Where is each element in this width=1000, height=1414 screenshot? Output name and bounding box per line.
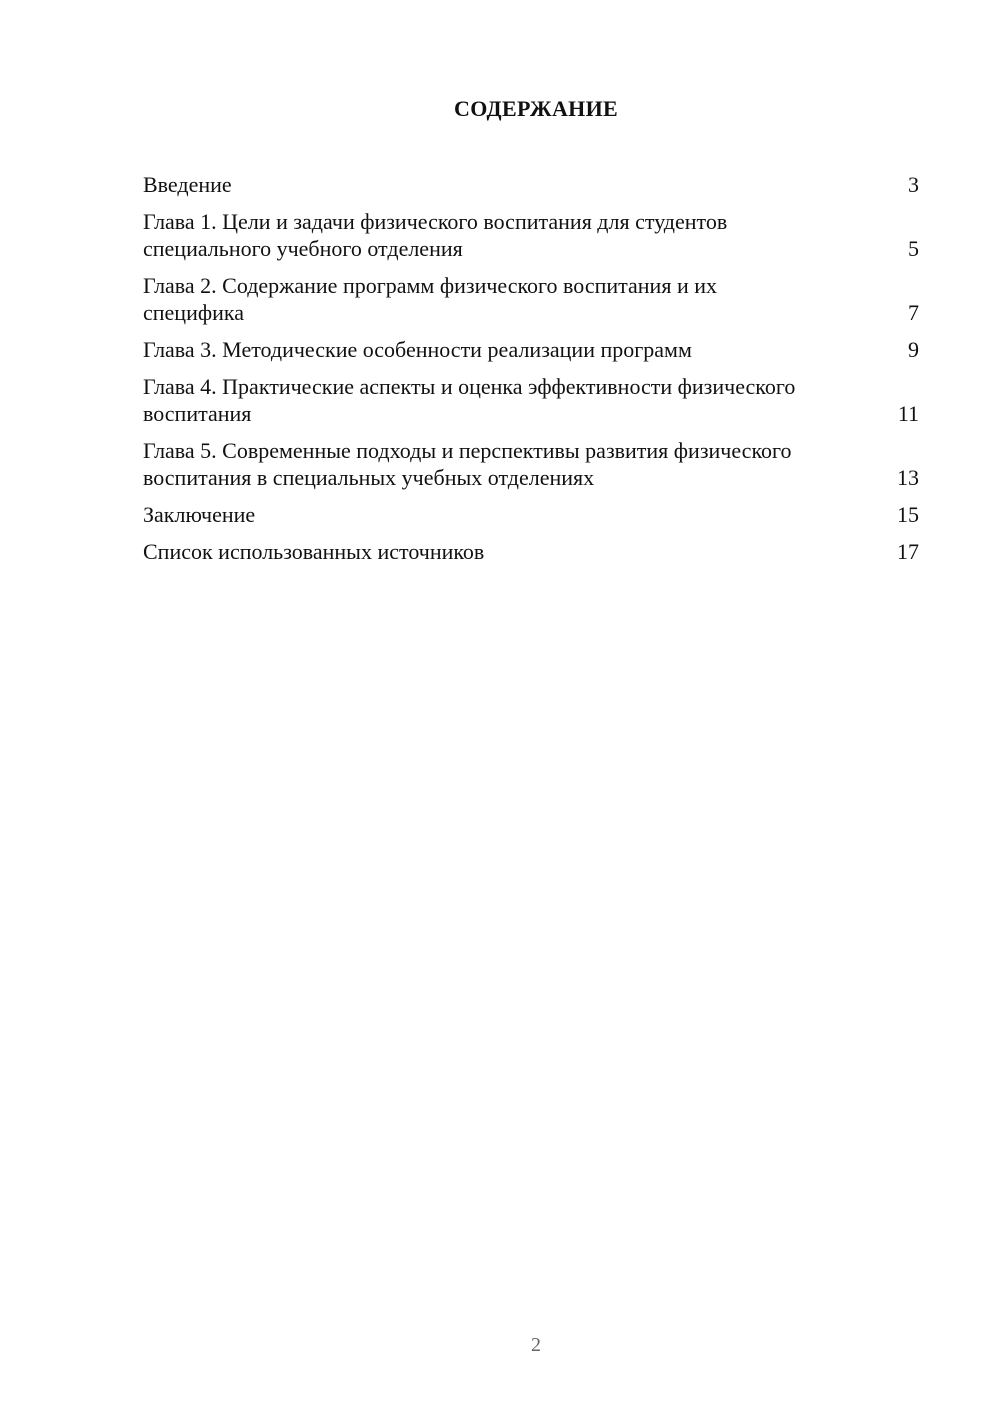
- toc-entry-label: Введение: [143, 172, 232, 197]
- toc-entry-page: 17: [897, 539, 919, 564]
- toc-entry-label: Глава 1. Цели и задачи физического воспитания для студентов специального учебного отделения: [143, 209, 728, 261]
- toc-entry-label: Глава 3. Методические особенности реализации программ: [143, 337, 692, 362]
- toc-entry-chapter-1[interactable]: [143, 208, 919, 262]
- toc-entry-label: Глава 2. Содержание программ физического воспитания и их специфика: [143, 273, 717, 325]
- table-of-contents: [143, 171, 919, 575]
- toc-entry-page: 15: [897, 502, 919, 527]
- toc-entry-page: 11: [897, 401, 919, 426]
- toc-entry-label: Глава 5. Современные подходы и перспективы развития физического воспитания в специальных учебных отделениях: [143, 438, 792, 490]
- toc-entry-introduction[interactable]: [143, 171, 919, 198]
- toc-entry-conclusion[interactable]: [143, 501, 919, 528]
- toc-entry-chapter-3[interactable]: [143, 336, 919, 363]
- toc-entry-references[interactable]: [143, 538, 919, 565]
- toc-entry-label: Глава 4. Практические аспекты и оценка эффективности физического воспитания: [143, 374, 796, 426]
- toc-entry-chapter-5[interactable]: [143, 437, 919, 491]
- page-number: 2: [531, 1334, 541, 1356]
- toc-entry-page: 9: [908, 337, 919, 362]
- toc-entry-page: 5: [908, 236, 919, 261]
- toc-entry-page: 3: [908, 172, 919, 197]
- toc-entry-chapter-4[interactable]: [143, 373, 919, 427]
- toc-entry-chapter-2[interactable]: [143, 272, 919, 326]
- toc-entry-label: Заключение: [143, 502, 256, 527]
- toc-entry-page: 13: [897, 465, 919, 490]
- toc-entry-label: Список использованных источников: [143, 539, 485, 564]
- toc-entry-page: 7: [908, 300, 919, 325]
- toc-title: СОДЕРЖАНИЕ: [454, 96, 618, 121]
